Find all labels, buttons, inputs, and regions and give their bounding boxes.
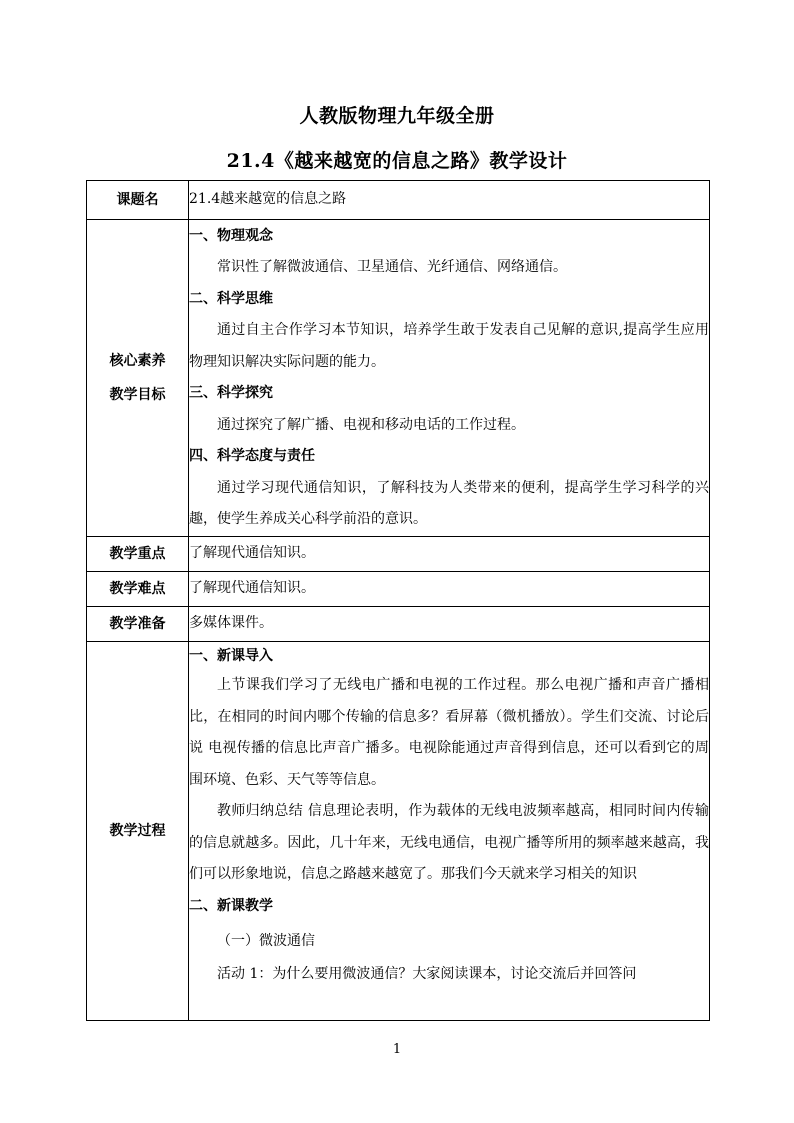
process-section-2-heading: 二、新课教学 <box>189 897 273 914</box>
value-difficulty: 了解现代通信知识。 <box>189 572 710 607</box>
document-title: 人教版物理九年级全册 <box>299 105 495 127</box>
label-goals-line1: 核心素养 <box>109 353 166 369</box>
value-key-point: 了解现代通信知识。 <box>189 537 710 572</box>
label-goals-line2: 教学目标 <box>109 387 166 403</box>
goals-section-2-text: 通过自主合作学习本节知识，培养学生敢于发表自己见解的意识,提高学生应用物理知识解决实际问题的能力。 <box>189 322 709 370</box>
lesson-plan-table <box>86 180 710 1021</box>
goals-section-4-text: 通过学习现代通信知识，了解科技为人类带来的便利，提高学生学习科学的兴趣，使学生养成关心科学前沿的意识。 <box>189 479 709 527</box>
page-number: 1 <box>392 1042 402 1057</box>
process-paragraph-1: 上节课我们学习了无线电广播和电视的工作过程。那么电视广播和声音广播相比，在相同的时间内哪个传输的信息多？看屏幕（微机播放）。学生们交流、讨论后说 电视传播的信息比声音广播多。电视除能通过声音得到信息，还可以看到它的周围环境、色彩、天气等等信息。 <box>189 677 709 788</box>
row-goals <box>87 220 710 537</box>
goals-section-2-heading: 二、科学思维 <box>189 290 273 307</box>
row-prep <box>87 607 710 642</box>
goals-section-1-text: 常识性了解微波通信、卫星通信、光纤通信、网络通信。 <box>217 259 567 275</box>
row-process <box>87 642 710 1021</box>
goals-content <box>189 220 710 537</box>
label-prep: 教学准备 <box>87 607 189 642</box>
process-subsection-1: （一）微波通信 <box>217 933 315 949</box>
goals-section-1-heading: 一、物理观念 <box>189 227 273 244</box>
label-difficulty: 教学难点 <box>87 572 189 607</box>
process-paragraph-2: 教师归纳总结 信息理论表明，作为载体的无线电波频率越高，相同时间内传输的信息就越多。因此，几十年来，无线电通信，电视广播等所用的频率越来越高，我们可以形象地说，信息之路越来越宽了。那我们今天就来学习相关的知识 <box>189 803 709 882</box>
process-paragraph-3: 活动 1：为什么要用微波通信？大家阅读课本，讨论交流后并回答问 <box>217 966 637 982</box>
row-difficulty <box>87 572 710 607</box>
goals-section-3-heading: 三、科学探究 <box>189 385 273 401</box>
goals-section-4-heading: 四、科学态度与责任 <box>189 448 315 464</box>
label-process: 教学过程 <box>87 642 189 1021</box>
row-key-point <box>87 537 710 572</box>
process-section-1-heading: 一、新课导入 <box>189 648 273 664</box>
label-goals <box>87 220 189 537</box>
goals-section-3-text: 通过探究了解广播、电视和移动电话的工作过程。 <box>217 416 525 433</box>
value-prep: 多媒体课件。 <box>189 607 710 642</box>
process-content <box>189 642 710 1021</box>
label-topic: 课题名 <box>87 181 189 220</box>
value-topic: 21.4越来越宽的信息之路 <box>189 181 710 220</box>
label-key-point: 教学重点 <box>87 537 189 572</box>
lesson-title: 21.4《越来越宽的信息之路》教学设计 <box>226 150 568 172</box>
row-topic <box>87 181 710 220</box>
